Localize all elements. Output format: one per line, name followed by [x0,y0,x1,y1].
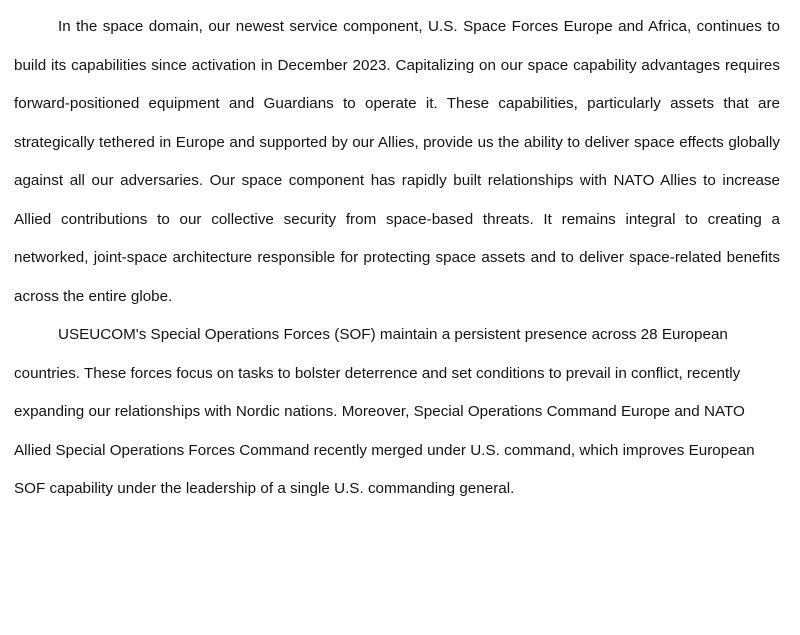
paragraph-special-operations: USEUCOM's Special Operations Forces (SOF) maintain a persistent presence across 28 European countries. These forces focus on tasks to bolster deterrence and set conditions to prevail in conflict, recently expanding our relationships with Nordic nations. Moreover, Special Operations Command Europe and NATO Allied Special Operations Forces Command recently merged under U.S. command, which improves European SOF capability under the leadership of a single U.S. commanding general. [14,326,755,497]
document-body [14,8,780,509]
paragraph-space-domain: In the space domain, our newest service component, U.S. Space Forces Europe and Africa, continues to build its capabilities since activation in December 2023. Capitalizing on our space capability advantages requires forward-positioned equipment and Guardians to operate it. These capabilities, particularly assets that are strategically tethered in Europe and supported by our Allies, provide us the ability to deliver space effects globally against all our adversaries. Our space component has rapidly built relationships with NATO Allies to increase Allied contributions to our collective security from space-based threats. It remains integral to creating a networked, joint-space architecture responsible for protecting space assets and to deliver space-related benefits across the entire globe. [14,18,780,305]
